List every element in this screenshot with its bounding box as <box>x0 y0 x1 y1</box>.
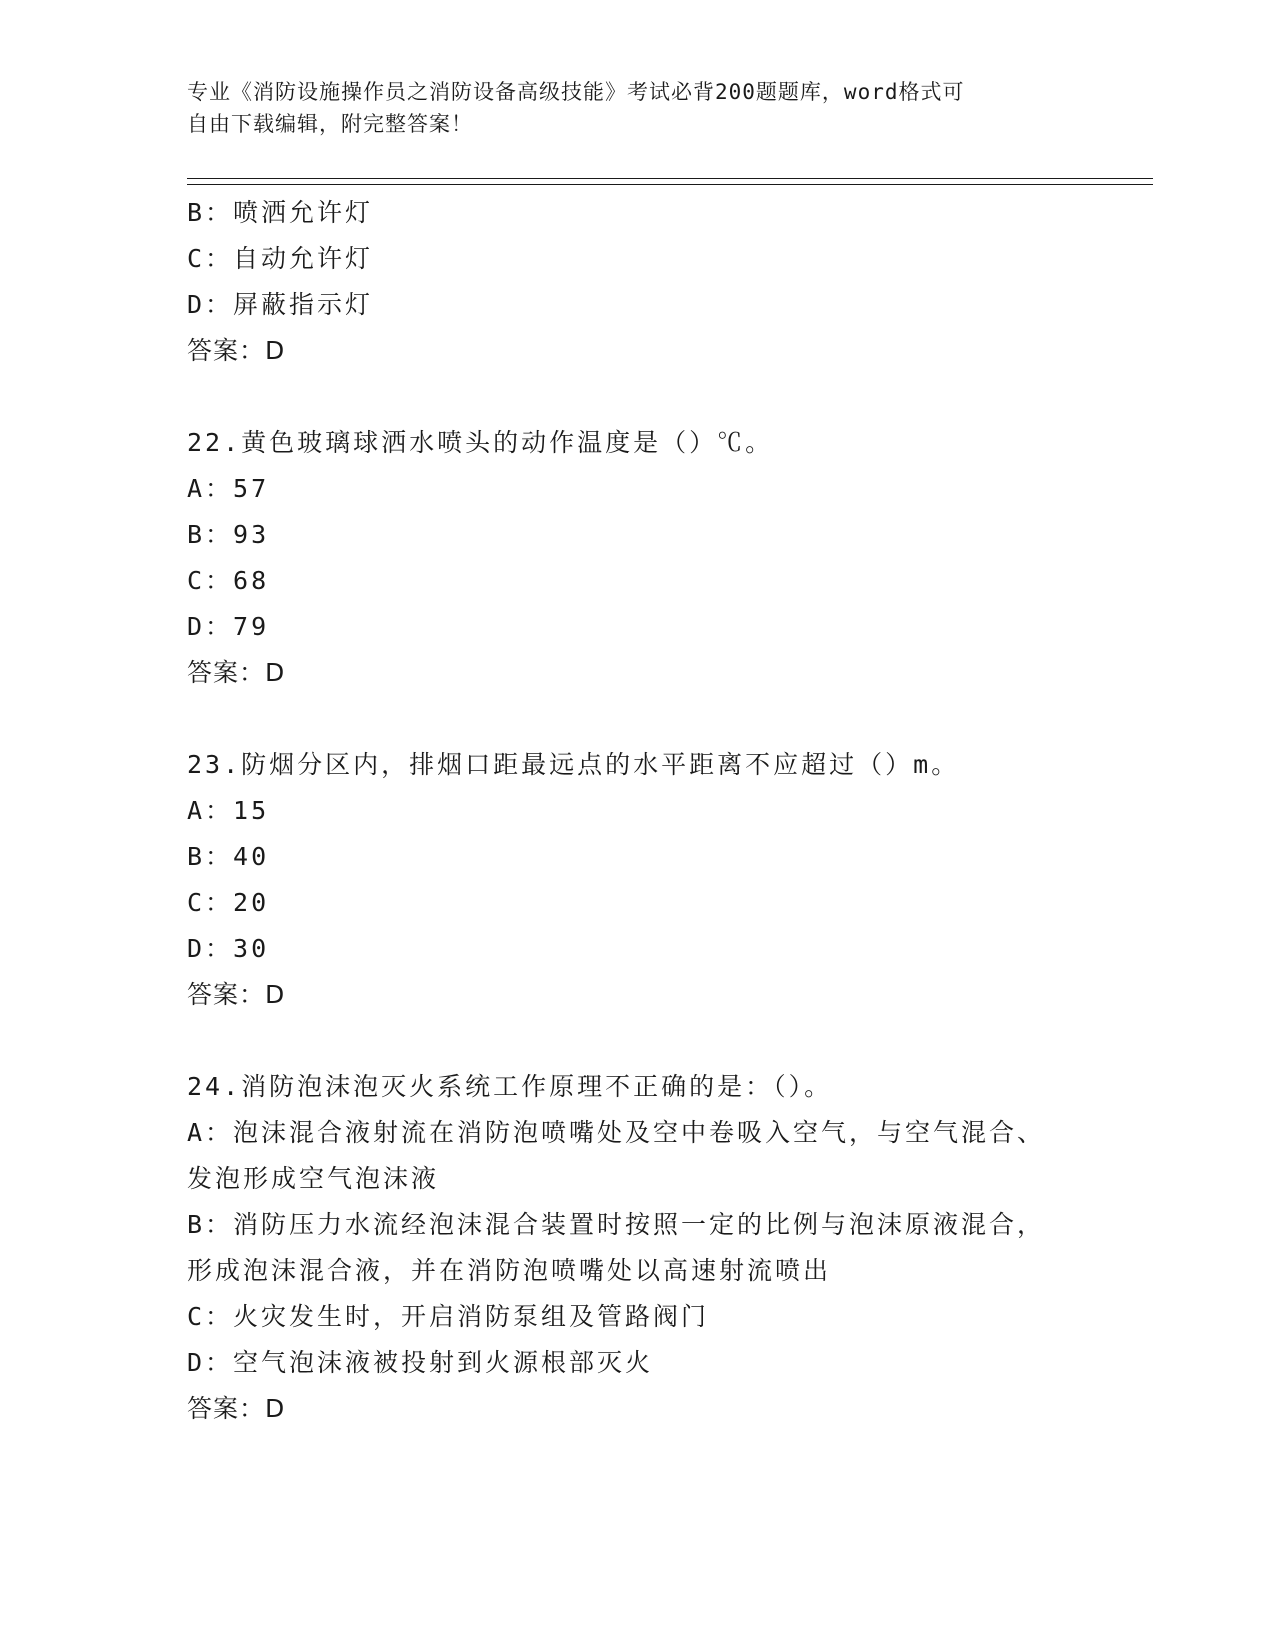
question-21-tail <box>187 190 1087 374</box>
option-d: D：屏蔽指示灯 <box>187 290 374 319</box>
answer-label: 答案：D <box>187 980 286 1009</box>
option-d: D：30 <box>187 934 270 963</box>
header-title-line-1: 专业《消防设施操作员之消防设备高级技能》考试必背200题题库，word格式可 <box>187 80 965 104</box>
option-c: C：20 <box>187 888 270 917</box>
header-title-line-2: 自由下载编辑，附完整答案！ <box>187 112 473 136</box>
question-text: 24.消防泡沫泡灭火系统工作原理不正确的是：（）。 <box>187 1072 833 1101</box>
option-a-line-2: 发泡形成空气泡沫液 <box>187 1164 440 1193</box>
header-divider-top <box>187 178 1153 179</box>
option-b: B：40 <box>187 842 270 871</box>
spacer <box>187 1018 1087 1064</box>
question-text: 22.黄色玻璃球洒水喷头的动作温度是（）℃。 <box>187 428 774 457</box>
option-c: C：自动允许灯 <box>187 244 374 273</box>
option-a: A：15 <box>187 796 270 825</box>
option-c: C：火灾发生时，开启消防泵组及管路阀门 <box>187 1302 710 1331</box>
option-a-line-1: A：泡沫混合液射流在消防泡喷嘴处及空中卷吸入空气，与空气混合、 <box>187 1118 1046 1147</box>
spacer <box>187 696 1087 742</box>
option-b: B：喷洒允许灯 <box>187 198 374 227</box>
question-list <box>187 190 1087 1432</box>
answer-label: 答案：D <box>187 336 286 365</box>
option-b: B：93 <box>187 520 270 549</box>
option-a: A：57 <box>187 474 270 503</box>
question-22 <box>187 420 1087 696</box>
option-b-line-1: B：消防压力水流经泡沫混合装置时按照一定的比例与泡沫原液混合， <box>187 1210 1046 1239</box>
option-d: D：79 <box>187 612 270 641</box>
question-23 <box>187 742 1087 1018</box>
question-text: 23.防烟分区内，排烟口距最远点的水平距离不应超过（）m。 <box>187 750 960 779</box>
header-divider-bottom <box>187 184 1153 185</box>
option-b-line-2: 形成泡沫混合液，并在消防泡喷嘴处以高速射流喷出 <box>187 1256 832 1285</box>
option-c: C：68 <box>187 566 270 595</box>
option-d: D：空气泡沫液被投射到火源根部灭火 <box>187 1348 654 1377</box>
spacer <box>187 374 1087 420</box>
answer-label: 答案：D <box>187 1394 286 1423</box>
document-header <box>187 76 1087 140</box>
answer-label: 答案：D <box>187 658 286 687</box>
question-24 <box>187 1064 1087 1432</box>
